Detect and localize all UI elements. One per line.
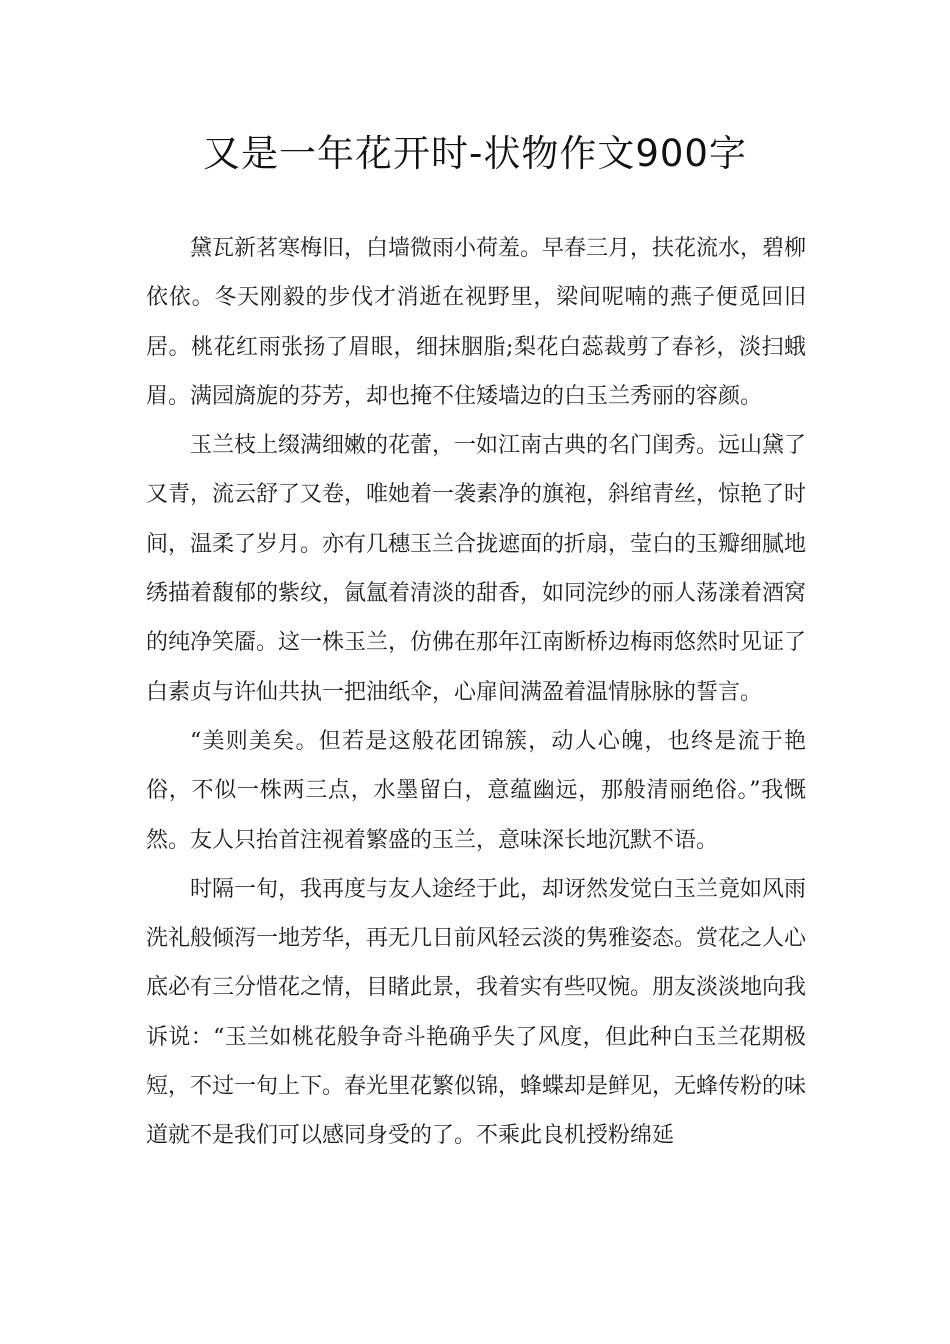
document-title: 又是一年花开时-状物作文900字 (203, 132, 747, 175)
paragraph: 玉兰枝上缀满细嫩的花蕾，一如江南古典的名门闺秀。远山黛了又青，流云舒了又卷，唯她着一袭素净的旗袍，斜绾青丝，惊艳了时间，温柔了岁月。亦有几穗玉兰合拢遮面的折扇，莹白的玉瓣细腻地绣描着馥郁的紫纹，氤氲着清淡的甜香，如同浣纱的丽人荡漾着酒窝的纯净笑靥。这一株玉兰，仿佛在那年江南断桥边梅雨悠然时见证了白素贞与许仙共执一把油纸伞，心扉间满盈着温情脉脉的誓言。 (146, 433, 807, 705)
document-body (146, 224, 806, 1161)
paragraph: 黛瓦新茗寒梅旧，白墙微雨小荷羞。早春三月，扶花流水，碧柳依依。冬天刚毅的步伐才消逝在视野里，梁间呢喃的燕子便觅回旧居。桃花红雨张扬了眉眼，细抹胭脂;梨花白蕊裁剪了春衫，淡扫蛾眉。满园旖旎的芬芳，却也掩不住矮墙边的白玉兰秀丽的容颜。 (146, 236, 807, 409)
paragraph: “美则美矣。但若是这般花团锦簇，动人心魄，也终是流于艳俗，不似一株两三点，水墨留白，意蕴幽远，那般清丽绝俗。”我慨然。友人只抬首注视着繁盛的玉兰，意味深长地沉默不语。 (146, 728, 806, 853)
paragraph: 时隔一旬，我再度与友人途经于此，却讶然发觉白玉兰竟如风雨洗礼般倾泻一地芳华，再无几日前风轻云淡的隽雅姿态。赏花之人心底必有三分惜花之情，目睹此景，我着实有些叹惋。朋友淡淡地向我诉说：“玉兰如桃花般争奇斗艳确乎失了风度，但此种白玉兰花期极短，不过一旬上下。春光里花繁似锦，蜂蝶却是鲜见，无蜂传粉的味道就不是我们可以感同身受的了。不乘此良机授粉绵延 (146, 876, 807, 1149)
